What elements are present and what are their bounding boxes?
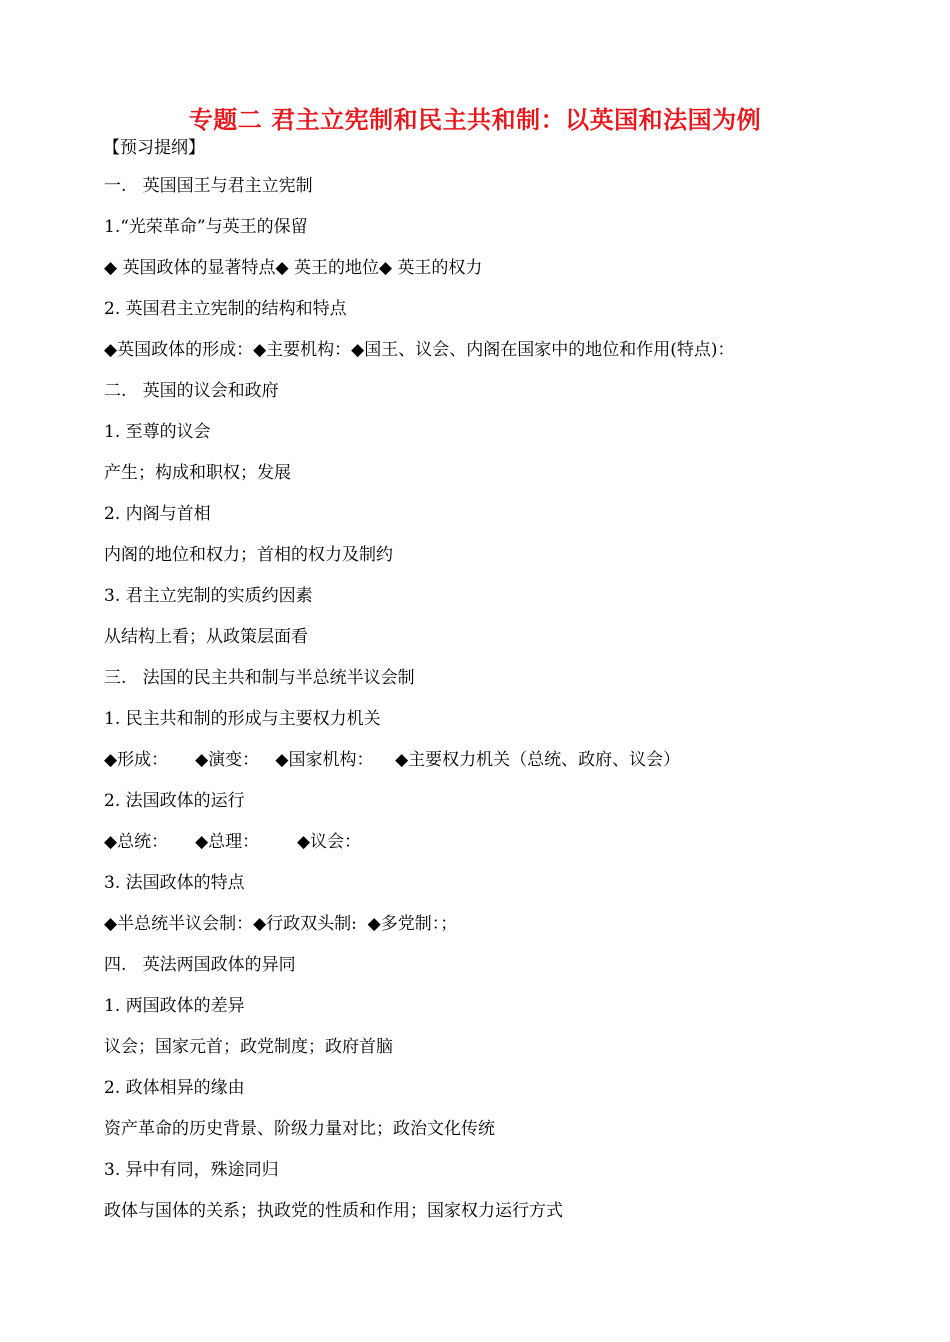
outline-line: 三. 法国的民主共和制与半总统半议会制 — [104, 668, 415, 688]
outline-line: 2. 英国君主立宪制的结构和特点 — [104, 299, 347, 319]
outline-line: 2. 内阁与首相 — [104, 504, 211, 524]
outline-line: 产生；构成和职权；发展 — [104, 463, 291, 483]
outline-line: 政体与国体的关系；执政党的性质和作用；国家权力运行方式 — [104, 1201, 563, 1221]
outline-line: 从结构上看；从政策层面看 — [104, 627, 308, 647]
outline-line: 3. 异中有同，殊途同归 — [104, 1160, 279, 1180]
outline-line: 1.“光荣革命”与英王的保留 — [104, 217, 308, 237]
outline-line: 3. 君主立宪制的实质约因素 — [104, 586, 313, 606]
outline-line: 四. 英法两国政体的异同 — [104, 955, 296, 975]
outline-line: 1. 民主共和制的形成与主要权力机关 — [104, 709, 381, 729]
outline-line: ◆形成： ◆演变： ◆国家机构： ◆主要权力机关（总统、政府、议会） — [104, 750, 681, 770]
outline-line: 1. 两国政体的差异 — [104, 996, 245, 1016]
outline-line: 二. 英国的议会和政府 — [104, 381, 279, 401]
outline-line: 资产革命的历史背景、阶级力量对比；政治文化传统 — [104, 1119, 495, 1139]
outline-line: ◆ 英国政体的显著特点◆ 英王的地位◆ 英王的权力 — [104, 258, 483, 278]
outline-line: 1. 至尊的议会 — [104, 422, 211, 442]
outline-list — [104, 172, 734, 1238]
outline-line: 3. 法国政体的特点 — [104, 873, 245, 893]
outline-line: ◆半总统半议会制：◆行政双头制: ◆多党制：； — [104, 914, 458, 934]
outline-line: ◆总统： ◆总理： ◆议会： — [104, 832, 362, 852]
outline-line: ◆英国政体的形成：◆主要机构：◆国王、议会、内阁在国家中的地位和作用(特点)： — [104, 340, 735, 360]
document-title: 专题二 君主立宪制和民主共和制：以英国和法国为例 — [188, 106, 762, 134]
outline-line: 2. 法国政体的运行 — [104, 791, 245, 811]
section-subtitle: 【预习提纲】 — [103, 138, 205, 158]
outline-line: 议会；国家元首；政党制度；政府首脑 — [104, 1037, 393, 1057]
outline-line: 2. 政体相异的缘由 — [104, 1078, 245, 1098]
outline-line: 一. 英国国王与君主立宪制 — [104, 176, 313, 196]
outline-line: 内阁的地位和权力；首相的权力及制约 — [104, 545, 393, 565]
